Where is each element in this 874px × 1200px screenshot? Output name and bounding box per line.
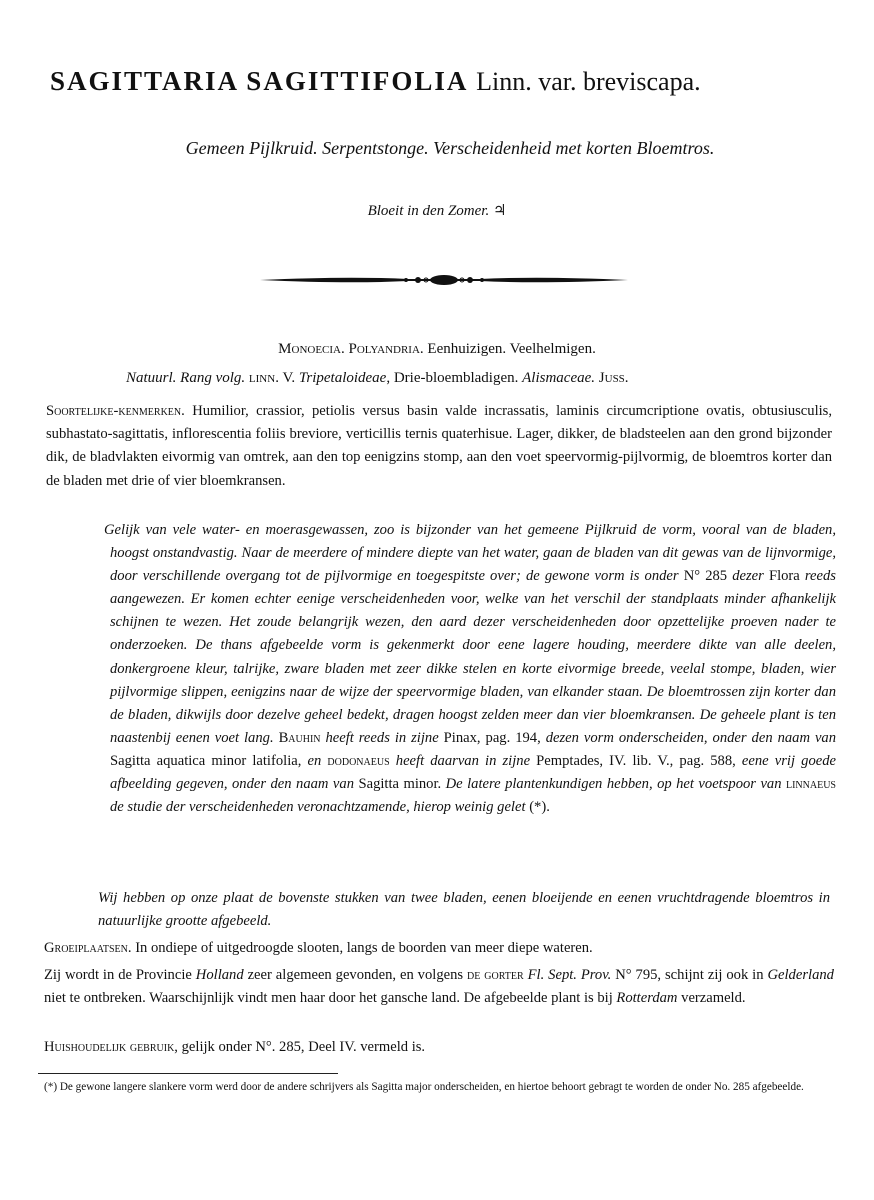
habitat-paragraph (44, 937, 834, 960)
obs-text-m: heeft daarvan in zijne (395, 752, 531, 769)
obs-ref-number: N° 285 (683, 568, 728, 585)
distribution-paragraph (44, 964, 834, 1010)
dist-rotterdam: Rotterdam (616, 990, 678, 1006)
page-title (50, 66, 850, 97)
plate-description-paragraph: Wij hebben op onze plaat de bovenste stukken van twee bladen, eenen bloeijende en eenen vruchtdragende bloemtros in natuurlijke grootte afgebeeld. (98, 890, 830, 929)
natural-order-line (126, 370, 826, 387)
economic-label: Huishoudelijk gebruik, (44, 1039, 178, 1055)
footnote: (*) De gewone langere slankere vorm werd door de andere schrijvers als Sagitta major onderscheiden, en hiertoe behoort gebragt te worden de onder No. 285 afgebeelde. (44, 1081, 804, 1093)
obs-dodonaeus: dodonaeus (327, 752, 390, 769)
decorative-rule-ornament (258, 270, 630, 290)
obs-text-o: eene vrij goede afbeelding gegeven, onder den naam van (110, 752, 836, 793)
dist-flora-ref: Fl. Sept. Prov. (527, 967, 612, 983)
bloom-line (0, 201, 874, 220)
obs-text-s: de studie der verscheidenheden veronachtzamende, hierop weinig gelet (110, 799, 526, 816)
bloom-label: Bloeit in den Zomer. (367, 203, 490, 219)
dist-gelderland: Gelderland (767, 967, 834, 983)
economic-text: gelijk onder N°. 285, Deel IV. vermeld is. (181, 1039, 426, 1055)
economic-use-paragraph (44, 1036, 834, 1059)
rang-number: V. (282, 370, 296, 386)
obs-text-e: reeds aangewezen. Er komen echter eenige verscheidenheden voor, welke van het verschil der standplaats minder afhankelijk schijnen te wezen. Het zoude belangrijk wezen, den aard dezer verscheidenheden door opzettelijke proeven nader te onderzoeken. De thans afgebeelde vorm is gekenmerkt door eene lagere houding, meerdere dikte van alle deelen, donkergroene kleur, talrijke, zware bladen met zeer dikke stelen en korte eivormige breede, veelal stompe, bladen, wier pijlvormige slippen, eenigzins naar de wijze der speervormige bladen, van elkander staan. De bloemtrossen zijn korter dan de bladen, dikwijls door dezelve geheel bedekt, dragen hoogst zelden meer dan vier bloemkransen. De geheele plant is ten naastenbij eenen voet lang. (110, 568, 836, 746)
obs-text-q: De latere plantenkundigen hebben, op het voetspoor van (445, 776, 782, 793)
obs-sagitta-aquatica: Sagitta aquatica minor latifolia, (110, 752, 302, 769)
footnote-divider (38, 1073, 338, 1074)
dist-de-gorter: de gorter (467, 967, 524, 983)
obs-linnaeus: linnaeus (785, 776, 836, 793)
obs-sagitta-minor: Sagitta minor. (358, 776, 442, 793)
rang-latin: Tripetaloideae (298, 370, 387, 386)
dist-text-h: niet te ontbreken. Waarschijnlijk vindt men haar door het gansche land. De afgebeelde plant is bij (44, 990, 613, 1006)
vernacular-names: Gemeen Pijlkruid. Serpentstonge. Verscheidenheid met korten Bloemtros. (185, 138, 715, 158)
latin-name: SAGITTARIA SAGITTIFOLIA (50, 66, 469, 96)
perennial-symbol: ♃ (492, 203, 507, 219)
rang-label: Natuurl. Rang volg. (126, 370, 246, 386)
dist-text-f: N° 795, schijnt zij ook in (615, 967, 764, 983)
obs-pinax: Pinax, pag. 194, (443, 729, 541, 746)
diagnosis-text: Humilior, crassior, petiolis versus basin valde incrassatis, laminis circumcriptione ovatis, obtusiusculis, subhastato-sagittatis, inflorescentia foliis breviore, verticillis ternis quaterhisue. Lager, dikker, de bladsteelen aan den grond bijzonder dik, de bladvlakten eivormig van omtrek, aan den top eenigzins stomp, aan den voet speervormig-pijlvormig, de bloemtros korter dan de bladen met drie of vier bloemkransen. (46, 403, 833, 489)
obs-text-a: Gelijk van vele water- en moerasgewassen, zoo is bijzonder van het gemeene Pijlkruid de vorm, vooral van de bladen, hoogst onstandvastig. Naar de meerdere of mindere diepte van het water, gaan de bladen van dit gewas van de lijnvormige, door verschillende overgang tot de pijlvormige en toegespitste over; de gewone vorm is onder (104, 522, 836, 585)
species-diagnosis (46, 400, 832, 493)
dist-text-a: Zij wordt in de Provincie (44, 967, 192, 983)
class-dutch: Eenhuizigen. Veelhelmigen. (427, 341, 596, 357)
dist-holland: Holland (195, 967, 244, 983)
footnote-marker[interactable]: (*). (529, 799, 550, 816)
obs-pemptades: Pemptades, IV. lib. V., pag. 588, (536, 752, 736, 769)
habitat-text: In ondiepe of uitgedroogde slooten, langs de boorden van meer diepe wateren. (135, 940, 593, 956)
obs-text-k: en (307, 752, 322, 769)
obs-text-i: dezen vorm onderscheiden, onder den naam van (545, 729, 837, 746)
class-monoecia: Monoecia. (278, 341, 345, 357)
obs-text-c: dezer (732, 568, 764, 585)
diagnosis-label: Soortelijke-kenmerken. (46, 403, 185, 419)
linnaean-class (0, 341, 874, 358)
rang-dutch: , Drie-bloembladigen. (386, 370, 519, 386)
rang-juss: Juss. (598, 370, 629, 386)
obs-text-g: heeft reeds in zijne (325, 729, 439, 746)
rang-linn: linn. (248, 370, 279, 386)
dist-text-j: verzameld. (681, 990, 746, 1006)
habitat-label: Groeiplaatsen. (44, 940, 132, 956)
rang-family: Alismaceae. (522, 370, 596, 386)
class-polyandria: Polyandria. (348, 341, 424, 357)
observations-paragraph (104, 519, 836, 819)
obs-bauhin: Bauhin (278, 729, 321, 746)
dist-text-c: zeer algemeen gevonden, en volgens (247, 967, 464, 983)
authority: Linn. var. breviscapa. (476, 67, 701, 96)
obs-flora: Flora (768, 568, 800, 585)
